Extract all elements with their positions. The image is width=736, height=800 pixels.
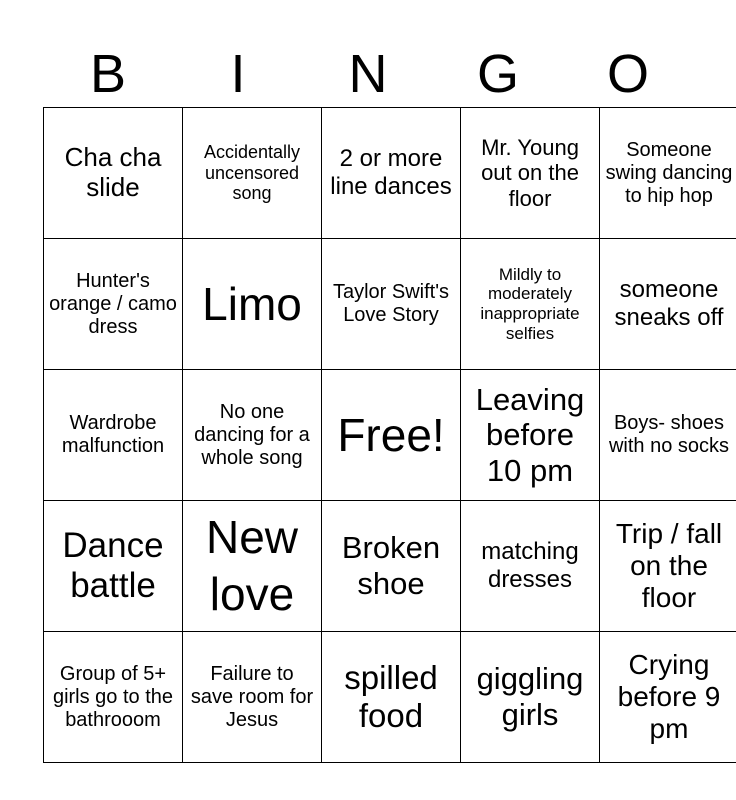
bingo-cell[interactable]: Boys- shoes with no socks <box>600 370 736 501</box>
board-row-5 <box>44 632 736 763</box>
bingo-cell[interactable]: Broken shoe <box>322 501 461 632</box>
bingo-cell[interactable]: spilled food <box>322 632 461 763</box>
bingo-cell[interactable]: Limo <box>183 239 322 370</box>
bingo-cell[interactable]: No one dancing for a whole song <box>183 370 322 501</box>
header-letter-o: O <box>606 44 649 104</box>
bingo-cell[interactable]: Crying before 9 pm <box>600 632 736 763</box>
bingo-cell[interactable]: Leaving before 10 pm <box>461 370 600 501</box>
bingo-cell[interactable]: Mildly to moderately inappropriate selfies <box>461 239 600 370</box>
bingo-cell[interactable]: Accidentally uncensored song <box>183 108 322 239</box>
header-letter-g: G <box>476 44 519 104</box>
bingo-cell[interactable]: New love <box>183 501 322 632</box>
bingo-header <box>43 40 693 108</box>
bingo-board <box>43 107 736 763</box>
bingo-cell[interactable]: Cha cha slide <box>44 108 183 239</box>
bingo-cell[interactable]: matching dresses <box>461 501 600 632</box>
bingo-cell[interactable]: someone sneaks off <box>600 239 736 370</box>
bingo-cell[interactable]: Dance battle <box>44 501 183 632</box>
bingo-cell[interactable]: Hunter's orange / camo dress <box>44 239 183 370</box>
bingo-cell[interactable]: Mr. Young out on the floor <box>461 108 600 239</box>
bingo-cell[interactable]: Taylor Swift's Love Story <box>322 239 461 370</box>
header-letter-i: I <box>230 44 246 104</box>
board-row-4 <box>44 501 736 632</box>
bingo-cell[interactable]: Failure to save room for Jesus <box>183 632 322 763</box>
free-space[interactable]: Free! <box>322 370 461 501</box>
bingo-cell[interactable]: Group of 5+ girls go to the bathrooom <box>44 632 183 763</box>
header-letter-b: B <box>89 44 127 104</box>
bingo-cell[interactable]: Trip / fall on the floor <box>600 501 736 632</box>
bingo-cell[interactable]: Someone swing dancing to hip hop <box>600 108 736 239</box>
board-row-1 <box>44 108 736 239</box>
bingo-cell[interactable]: 2 or more line dances <box>322 108 461 239</box>
board-row-2 <box>44 239 736 370</box>
header-letter-n: N <box>348 44 388 104</box>
board-row-3 <box>44 370 736 501</box>
bingo-cell[interactable]: Wardrobe malfunction <box>44 370 183 501</box>
bingo-cell[interactable]: giggling girls <box>461 632 600 763</box>
